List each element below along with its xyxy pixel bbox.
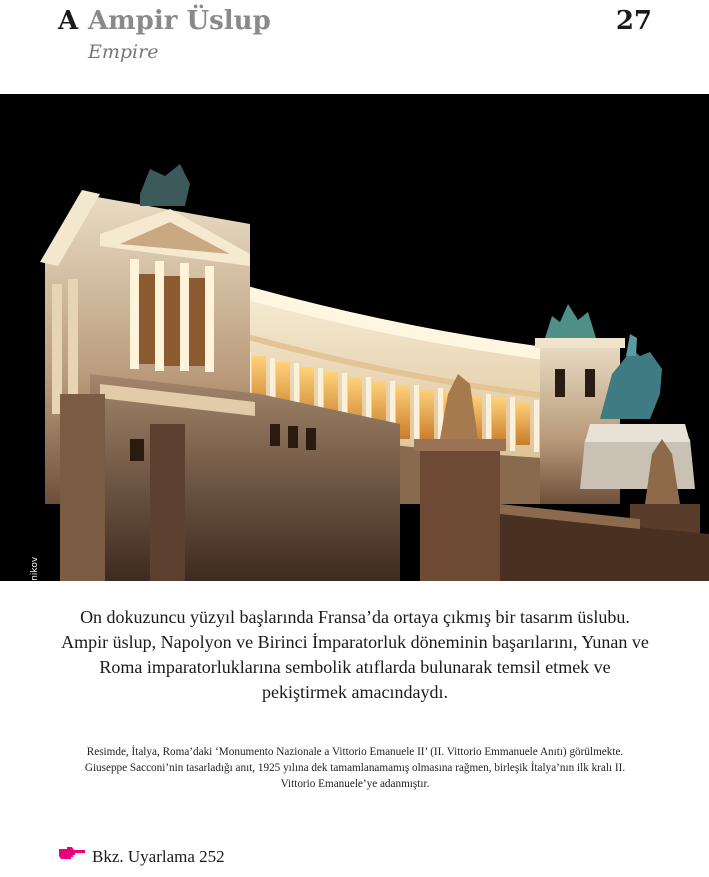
photo-credit: Eugene Moglnikov	[30, 556, 40, 639]
page-number: 27	[615, 6, 652, 36]
monument-illustration	[0, 94, 709, 581]
monument-photo	[0, 94, 709, 639]
reference-text[interactable]: Bkz. Uyarlama 252	[92, 847, 225, 866]
pointing-hand-icon	[58, 845, 86, 861]
section-letter: A	[58, 6, 79, 36]
page-header	[58, 6, 658, 66]
main-description: On dokuzuncu yüzyıl başlarında Fransa’da ortaya çıkmış bir tasarım üslubu. Ampir üslup, Napolyon ve Birinci İmparatorluk döneminin başarılarını, Yunan ve Roma imparatorluklarına sembolik atıflarda bulunarak temsil etmek ve pekiştirmek amacındaydı.	[61, 607, 649, 702]
page-subtitle: Empire	[88, 41, 159, 63]
photo-caption: Resimde, İtalya, Roma’daki ‘Monumento Nazionale a Vittorio Emanuele II’ (II. Vittorio Emmanuele Anıtı) görülmekte. Giuseppe Sacconi’nin tasarladığı anıt, 1925 yılına dek tamamlanamamış olmasına rağmen, birleşik İtalya’nın ilk kralı II. Vittorio Emanuele’ye adanmıştır.	[84, 746, 626, 790]
page-title: Ampir Üslup	[88, 6, 271, 36]
